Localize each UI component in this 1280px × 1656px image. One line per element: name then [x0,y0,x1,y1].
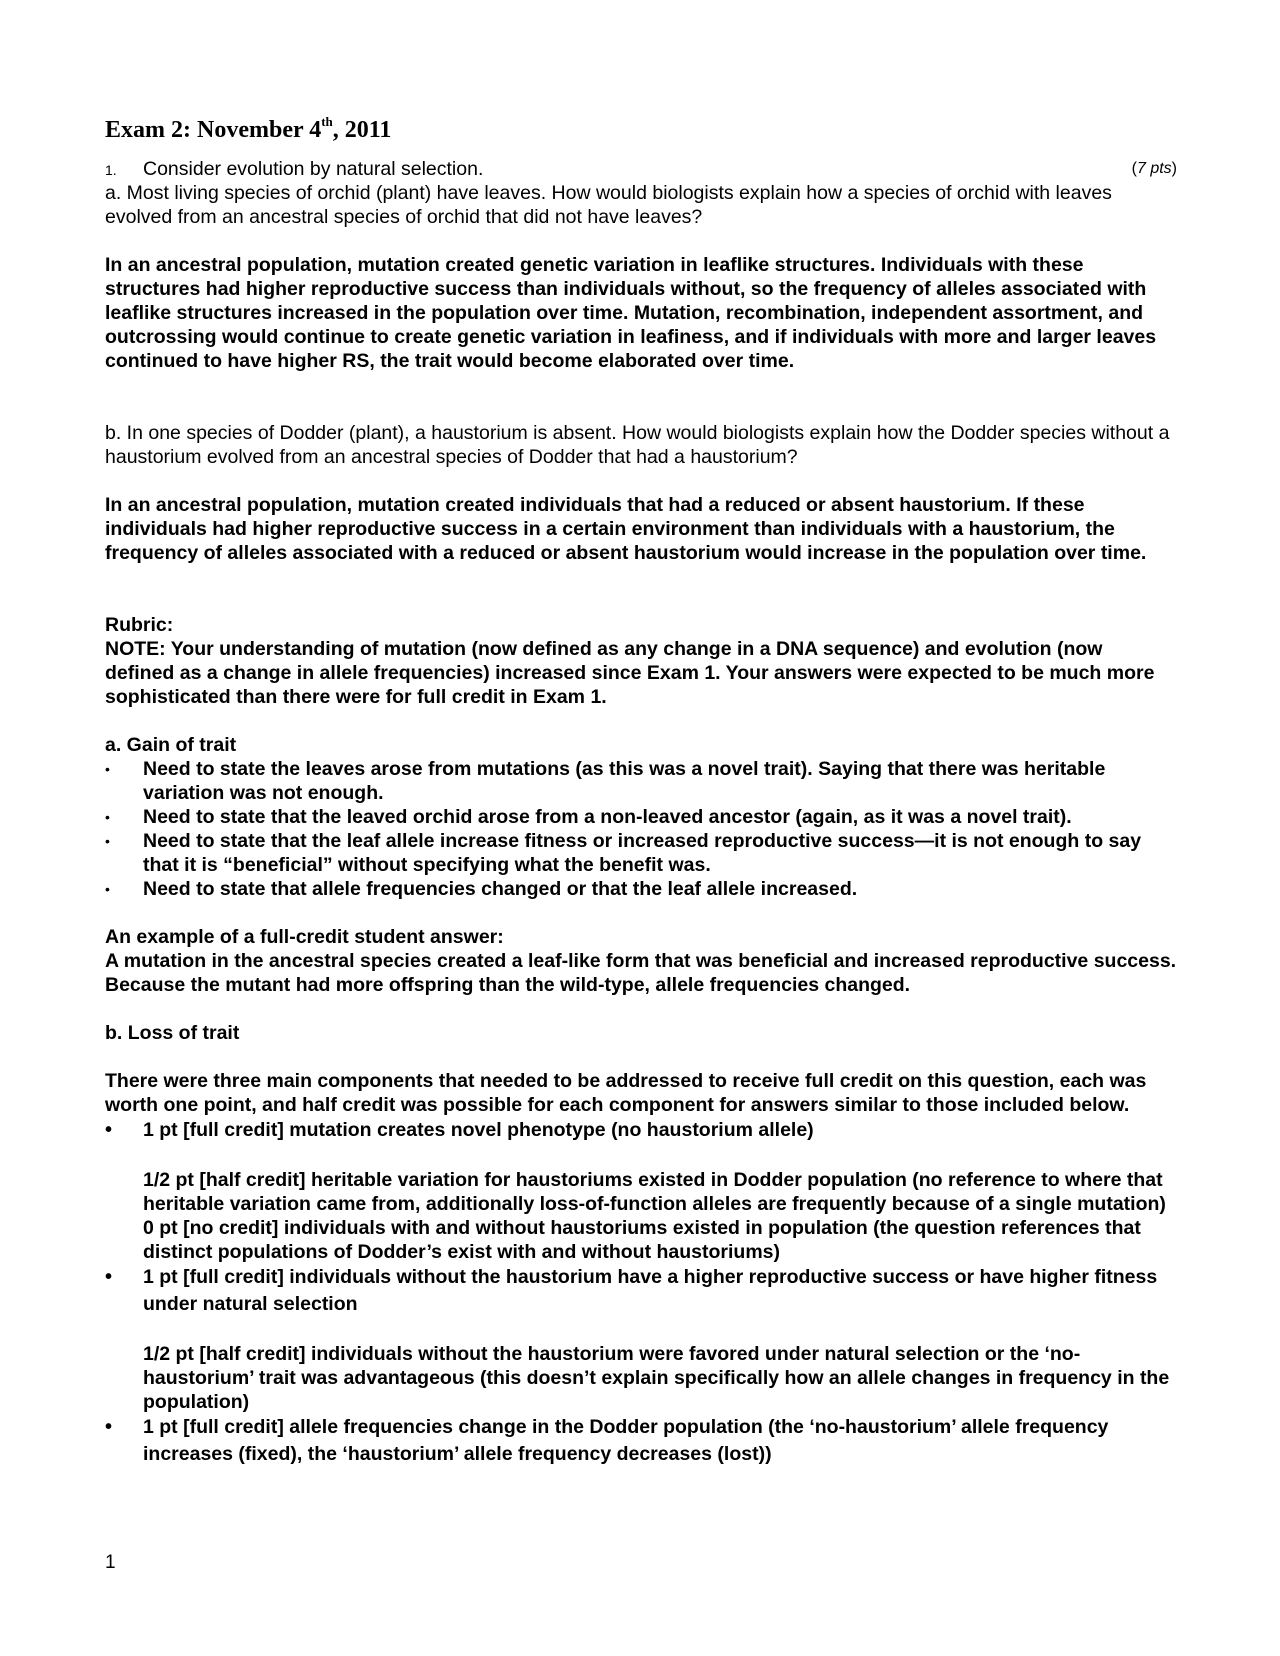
list-item [105,1264,1177,1318]
part-b-answer: In an ancestral population, mutation created individuals that had a reduced or absent haustorium. If these individuals had higher reproductive success in a certain environment than individuals with a haustorium, the frequency of alleles associated with a reduced or absent haustorium would increase in the population over time. [105,494,1147,564]
list-item [105,1414,1177,1468]
no-credit-text: 0 pt [no credit] individuals with and without haustoriums existed in population (the question references that distinct populations of Dodder’s exist with and without haustoriums) [143,1217,1141,1263]
bullet-icon: • [105,1119,113,1141]
half-credit-text: 1/2 pt [half credit] heritable variation for haustoriums existed in Dodder population (no reference to where that heritable variation came from, additionally loss-of-function alleles are frequently because of a single mutation) [143,1169,1166,1215]
bullet-icon: • [105,809,110,825]
rubric-part-b-list-2 [105,1264,1177,1318]
points-close: ) [1171,160,1177,177]
list-item-text: Need to state that allele frequencies changed or that the leaf allele increased. [143,878,858,900]
half-credit-text: 1/2 pt [half credit] individuals without the haustorium were favored under natural selection or the ‘no-haustorium’ trait was advantageous (this doesn’t explain specifically how an allele changes in frequency in the population) [143,1343,1170,1413]
full-credit-text: 1 pt [full credit] allele frequencies change in the Dodder population (the ‘no-haustorium’ allele frequency increases (fixed), the ‘haustorium’ allele frequency decreases (lost)) [143,1416,1109,1465]
exam-title-prefix: Exam 2: November 4 [105,117,322,143]
question-number: 1. [105,162,117,178]
full-credit-text: 1 pt [full credit] mutation creates novel phenotype (no haustorium allele) [143,1119,814,1141]
full-credit-text: 1 pt [full credit] individuals without the haustorium have a higher reproductive success or have higher fitness under natural selection [143,1266,1158,1315]
example-text: A mutation in the ancestral species created a leaf-like form that was beneficial and increased reproductive success. Because the mutant had more offspring than the wild-type, allele frequencies changed. [105,950,1177,996]
document-page [105,115,1177,1468]
list-item [105,1117,1177,1144]
rubric-part-b-list-3 [105,1414,1177,1468]
rubric-part-a-heading: a. Gain of trait [105,734,237,756]
list-item [105,757,1177,805]
rubric-part-b-intro: There were three main components that needed to be addressed to receive full credit on this question, each was worth one point, and half credit was possible for each component for answers similar to those included below. [105,1070,1147,1116]
rubric-part-b-heading: b. Loss of trait [105,1022,240,1044]
exam-title [105,115,1177,145]
exam-title-sup: th [321,114,333,129]
points-value: 7 pts [1136,160,1172,177]
bullet-icon: • [105,761,110,777]
bullet-icon: • [105,833,110,849]
list-item [105,877,1177,901]
list-item-text: Need to state that the leaf allele increase fitness or increased reproductive success—it is not enough to say that it is “beneficial” without specifying what the benefit was. [143,830,1142,876]
bullet-icon: • [105,1416,113,1438]
part-a-question: a. Most living species of orchid (plant) have leaves. How would biologists explain how a species of orchid with leaves evolved from an ancestral species of orchid that did not have leaves? [105,182,1112,228]
list-item [105,829,1177,877]
question-1-header [105,157,1177,181]
rubric-part-b-list [105,1117,1177,1144]
points-open: ( [1131,160,1137,177]
part-b-question: b. In one species of Dodder (plant), a haustorium is absent. How would biologists explain how the Dodder species without a haustorium evolved from an ancestral species of Dodder that had a haustorium? [105,422,1170,468]
example-heading: An example of a full-credit student answer: [105,926,504,948]
bullet-icon: • [105,881,110,897]
rubric-heading: Rubric: [105,614,174,636]
rubric-note: NOTE: Your understanding of mutation (now defined as any change in a DNA sequence) and evolution (now defined as a change in allele frequencies) increased since Exam 1. Your answers were expected to be much more sophisticated than there were for full credit in Exam 1. [105,638,1155,708]
question-prompt: Consider evolution by natural selection. [143,158,484,180]
question-points [1132,157,1177,181]
list-item-text: Need to state the leaves arose from mutations (as this was a novel trait). Saying that there was heritable variation was not enough. [143,758,1106,804]
bullet-icon: • [105,1266,113,1288]
page-number: 1 [105,1552,116,1573]
rubric-part-a-list [105,757,1177,901]
exam-title-suffix: , 2011 [332,117,392,143]
list-item [105,805,1177,829]
part-a-answer: In an ancestral population, mutation created genetic variation in leaflike structures. Individuals with these structures had higher reproductive success than individuals without, so the frequency of alleles associated with leaflike structures increased in the population over time. Mutation, recombination, independent assortment, and outcrossing would continue to create genetic variation in leafiness, and if individuals with more and larger leaves continued to have higher RS, the trait would become elaborated over time. [105,254,1157,372]
list-item-text: Need to state that the leaved orchid arose from a non-leaved ancestor (again, as it was a novel trait). [143,806,1072,828]
